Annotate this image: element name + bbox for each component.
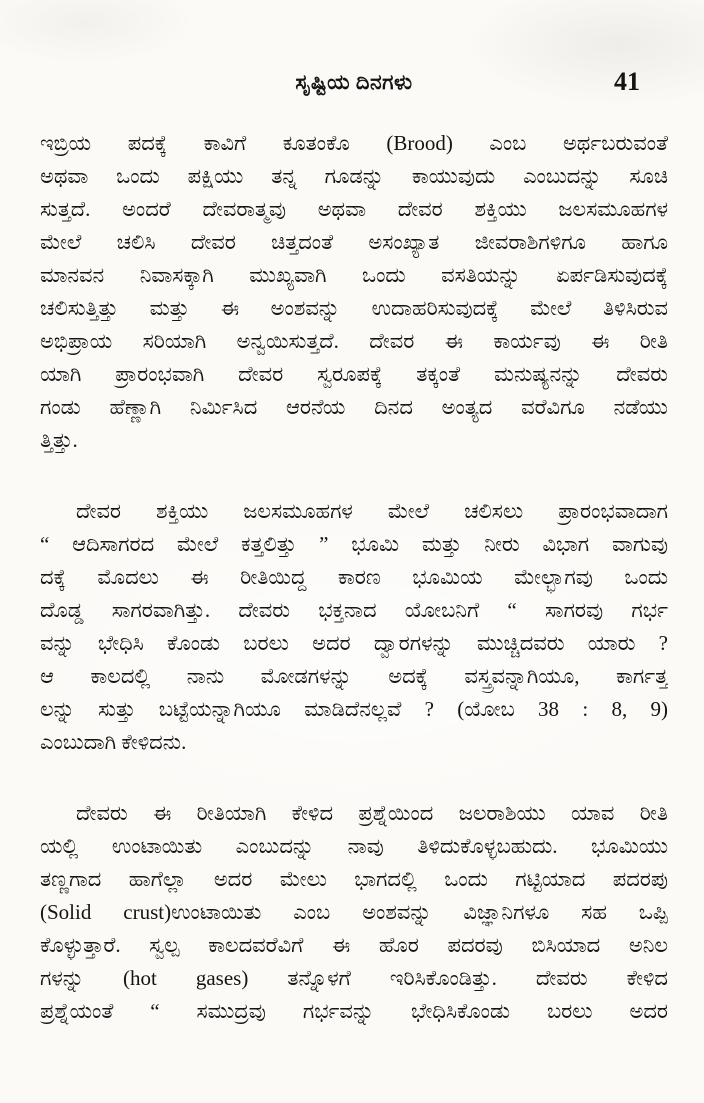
text-line: “ ಆದಿಸಾಗರದ ಮೇಲೆ ಕತ್ತಲಿತ್ತು ” ಭೂಮಿ ಮತ್ತು ನೀರು ವಿಭಾಗ ವಾಗುವು <box>40 532 668 556</box>
text-line: ಅಭಿಪ್ರಾಯ ಸರಿಯಾಗಿ ಅನ್ವಯಿಸುತ್ತದೆ. ದೇವರ ಈ ಕಾರ್ಯವು ಈ ರೀತಿ <box>40 329 668 353</box>
text-block <box>40 127 668 1028</box>
text-line: ಎಂಬುದಾಗಿ ಕೇಳಿದನು. <box>40 730 187 754</box>
text-line: ಮಾನವನ ನಿವಾಸಕ್ಕಾಗಿ ಮುಖ್ಯವಾಗಿ ಒಂದು ವಸತಿಯನ್ನು ಏರ್ಪಡಿಸುವುದಕ್ಕೆ <box>40 263 668 287</box>
text-line: ಪ್ರಶ್ನೆಯಂತೆ “ ಸಮುದ್ರವು ಗರ್ಭವನ್ನು ಭೇಧಿಸಿಕೊಂಡು ಬರಲು ಅದರ <box>40 999 668 1023</box>
text-line: ಲನ್ನು ಸುತ್ತು ಬಟ್ಟೆಯನ್ನಾಗಿಯೂ ಮಾಡಿದೆನಲ್ಲವೆ ? (ಯೋಬ 38 : 8, 9) <box>40 697 668 721</box>
chapter-title: ಸೃಷ್ಟಿಯ ದಿನಗಳು <box>295 70 413 94</box>
text-line: ಯಾಗಿ ಪ್ರಾರಂಭವಾಗಿ ದೇವರ ಸ್ವರೂಪಕ್ಕೆ ತಕ್ಕಂತೆ ಮನುಷ್ಯನನ್ನು ದೇವರು <box>40 362 668 386</box>
text-line: ಗಂಡು ಹೆಣ್ಣಾಗಿ ನಿರ್ಮಿಸಿದ ಆರನೆಯ ದಿನದ ಅಂತ್ಯದ ವರೆವಿಗೂ ನಡೆಯು <box>40 395 668 419</box>
text-line: ವನ್ನು ಭೇಧಿಸಿ ಕೊಂಡು ಬರಲು ಅದರ ದ್ವಾರಗಳನ್ನು ಮುಚ್ಚಿದವರು ಯಾರು ? <box>40 631 668 655</box>
paragraph <box>40 127 668 457</box>
page-header <box>40 66 668 98</box>
text-line: (Solid crust)ಉಂಟಾಯಿತು ಎಂಬ ಅಂಶವನ್ನು ವಿಜ್ಞಾನಿಗಳೂ ಸಹ ಒಪ್ಪಿ <box>40 900 668 924</box>
text-line: ಮೇಲೆ ಚಲಿಸಿ ದೇವರ ಚಿತ್ತದಂತೆ ಅಸಂಖ್ಯಾತ ಜೀವರಾಶಿಗಳಿಗೂ ಹಾಗೂ <box>40 230 668 254</box>
text-line: ದೊಡ್ಡ ಸಾಗರವಾಗಿತ್ತು. ದೇವರು ಭಕ್ತನಾದ ಯೋಬನಿಗೆ “ ಸಾಗರವು ಗರ್ಭ <box>40 598 668 622</box>
text-line: ದೇವರು ಈ ರೀತಿಯಾಗಿ ಕೇಳಿದ ಪ್ರಶ್ನೆಯಿಂದ ಜಲರಾಶಿಯು ಯಾವ ರೀತಿ <box>76 801 668 825</box>
paragraph <box>40 495 668 759</box>
text-line: ದಕ್ಕೆ ಮೊದಲು ಈ ರೀತಿಯಿದ್ದ ಕಾರಣ ಭೂಮಿಯ ಮೇಲ್ಭಾಗವು ಒಂದು <box>40 565 668 589</box>
text-line: ಚಲಿಸುತ್ತಿತ್ತು ಮತ್ತು ಈ ಅಂಶವನ್ನು ಉದಾಹರಿಸುವುದಕ್ಕೆ ಮೇಲೆ ತಿಳಿಸಿರುವ <box>40 296 668 320</box>
text-line: ಅಥವಾ ಒಂದು ಪಕ್ಷಿಯು ತನ್ನ ಗೂಡನ್ನು ಕಾಯುವುದು ಎಂಬುದನ್ನು ಸೂಚಿ <box>40 164 668 188</box>
text-line: ತಣ್ಣಗಾದ ಹಾಗೆಲ್ಲಾ ಅದರ ಮೇಲು ಭಾಗದಲ್ಲಿ ಒಂದು ಗಟ್ಟಿಯಾದ ಪದರಪು <box>40 867 668 891</box>
text-line: ಆ ಕಾಲದಲ್ಲಿ ನಾನು ಮೋಡಗಳನ್ನು ಅದಕ್ಕೆ ವಸ್ತ್ರವನ್ನಾಗಿಯೂ, ಕಾರ್ಗತ್ತ <box>40 664 668 688</box>
text-line: ಸುತ್ತದೆ. ಅಂದರೆ ದೇವರಾತ್ಮವು ಅಥವಾ ದೇವರ ಶಕ್ತಿಯು ಜಲಸಮೂಹಗಳ <box>40 197 668 221</box>
text-line: ದೇವರ ಶಕ್ತಿಯು ಜಲಸಮೂಹಗಳ ಮೇಲೆ ಚಲಿಸಲು ಪ್ರಾರಂಭವಾದಾಗ <box>76 499 668 523</box>
page-number: 41 <box>614 67 640 96</box>
text-line: ತ್ತಿತ್ತು. <box>40 428 78 452</box>
text-line: ಕೊಳ್ಳುತ್ತಾರೆ. ಸ್ವಲ್ಪ ಕಾಲದವರೆವಿಗೆ ಈ ಹೊರ ಪದರವು ಬಿಸಿಯಾದ ಅನಿಲ <box>40 933 668 957</box>
text-line: ಯಲ್ಲಿ ಉಂಟಾಯಿತು ಎಂಬುದನ್ನು ನಾವು ತಿಳಿದುಕೊಳ್ಳಬಹುದು. ಭೂಮಿಯು <box>40 834 668 858</box>
text-line: ಗಳನ್ನು (hot gases) ತನ್ನೊಳಗೆ ಇರಿಸಿಕೊಂಡಿತ್ತು. ದೇವರು ಕೇಳಿದ <box>40 966 668 990</box>
text-line: ಇಬ್ರಿಯ ಪದಕ್ಕೆ ಕಾವಿಗೆ ಕೂತಂಕೊ (Brood) ಎಂಬ ಅರ್ಥಬರುವಂತೆ <box>40 131 668 155</box>
paragraph <box>40 797 668 1028</box>
